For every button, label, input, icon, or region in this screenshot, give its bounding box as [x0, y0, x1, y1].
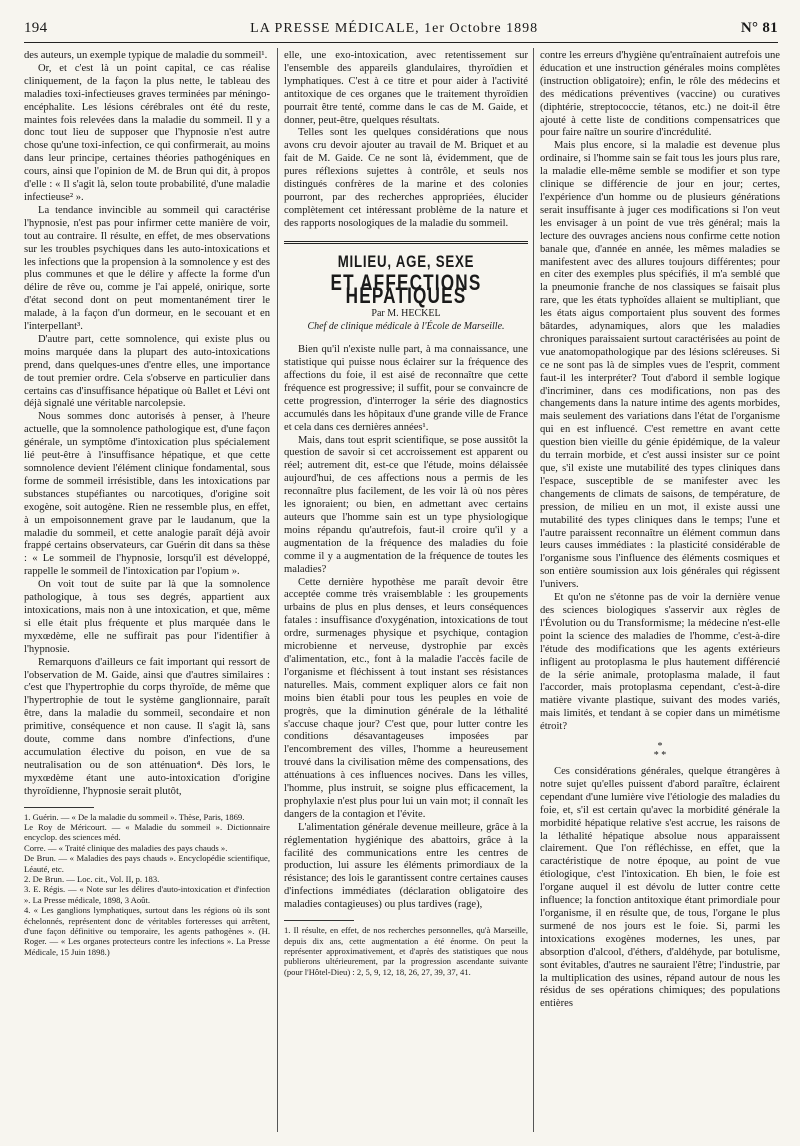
- column-1: [24, 50, 270, 957]
- paragraph: Et qu'on ne s'étonne pas de voir la dernière venue des sciences biologiques s'asservir aux règles de l'Évolution ou du Transformisme; la médecine n'est-elle point la science des maladies de l'homme, c'est-à-dire l'étude des modifications que les agents extérieurs infligent au protoplasma le plus hautement différencié de la série animale, protoplasma malade, il faut l'accorder, mais protoplasma cependant, c'est-à-dire matière vivante plastique, suivant des modes variés, mais limités, et tendant à se copier dans un mimétisme étroit?: [540, 592, 780, 733]
- paragraph: des auteurs, un exemple typique de maladie du sommeil¹.: [24, 50, 268, 61]
- paragraph: Or, et c'est là un point capital, ce cas réalise cliniquement, de la façon la plus nette, le tableau des maladies toxi-infectieuses graves terminées par méningo-encéphalite. Les lésions cérébrales ont été du reste, maintes fois relevées dans la maladie du sommeil. Il y a donc tout lieu de supposer que l'hypnosie n'est autre chose qu'une toxi-infection, ce qui confirmerait, au moins dans leur principe, certaines théories pathogéniques en cours, ainsi que l'opinion de M. de Brun qui dit, à propos d'elle : « Il s'agit là, selon toute probabilité, d'une maladie infectieuse² ».: [24, 62, 270, 203]
- footnote-rule: [284, 920, 354, 921]
- paragraph: Mais plus encore, si la maladie est devenue plus ordinaire, si l'homme sain se fait tous les jours plus rare, la maladie elle-même semble se modifier et son type clinique se différencie de jour en jour; certes, l'expérience d'un homme ou de plusieurs générations serait insuffisante à juger ces modifications si l'on veut les envisager à un point de vue très général; mais la lecture des ouvrages anciens nous confirme cette notion banale que, d'année en année, les mêmes maladies se manifestent avec des allures toujours différentes; pour en citer des exemples plus spécifiés, il m'a semblé que la pneumonie franche de nos classiques se faisait plus rare, que les états typhoïdes allaient se multipliant, que les états aigus comportaient plus souvent des formes bâtardes, adynamiques, alors que les maladies chroniques paraissaient surtout caractérisées au point de vue anatomopathologique par des lésions scléreuses. Si ce ne sont pas là de simples vues de l'esprit, comment faut-il les interpréter? Tout d'abord il semble logique d'incriminer, dans ces modifications, non pas des changements dans la nature intime des agents morbides, mais seulement des variations dans l'état de l'organisme qui en est influencé. C'est remettre en avant cette question bien vieille du génie épidémique, de la valeur du terrain morbide, et c'est aussi insister sur ce point que, s'il existe une mutabilité des types cliniques dans l'espace, susceptible de se manifester avec les changements de climats de saisons, de température, de pression, de milieu en un mot, il existe aussi une mutabilité des types cliniques dans le temps; l'une et l'autre paraissent reconnaître un élément commun dans leurs causes immédiates : la plasticité considérable de l'organisme sous l'influence des éléments cosmiques et son entière soumission aux lois générales qui régissent l'univers.: [540, 140, 780, 591]
- article-separator: [284, 241, 528, 244]
- separator-star: *: [657, 741, 663, 753]
- separator-star: *: [661, 750, 667, 762]
- section-separator: [540, 742, 780, 760]
- footnote: 1. Il résulte, en effet, de nos recherches personnelles, qu'à Marseille, depuis dix ans, cette augmentation a été énorme. On peut la représenter approximativement, et d'après des statistiques que nous publierons ultérieurement, par la progression ascendante suivante (pour l'Hôtel-Dieu) : 2, 5, 9, 12, 18, 26, 27, 39, 37, 41.: [284, 925, 528, 977]
- paragraph: La tendance invincible au sommeil qui caractérise l'hypnosie, n'est pas pour infirmer cette manière de voir, tout au contraire. Il résulte, en effet, de mes observations sur les troubles psychiques dans les auto-intoxications et les infections que la propension à la somnolence y est des plus communes et que le délire y affecte la forme d'un délire de rêve ou, comme je l'ai appelé, onirique, sorte d'état second dont on peut momentanément tirer le malade, à la façon d'un dormeur, en le secouant et en l'interpellant³.: [24, 204, 270, 333]
- footnote: Corre. — « Traité clinique des maladies des pays chauds ».: [24, 842, 228, 853]
- page-header: [24, 20, 778, 40]
- article-title-line-2: ET AFFECTIONS HÉPATIQUES: [330, 269, 482, 308]
- separator-star: *: [653, 750, 659, 762]
- paragraph: L'alimentation générale devenue meilleure, grâce à la réglementation hygiénique des abattoirs, grâce à la facilité des communications entre les centres de production, lui assure les éléments primordiaux de la résistance; des lois le garantissent contre certaines causes d'infections immédiates (déclaration obligatoire des maladies contagieuses) ou plus tardives (rage),: [284, 821, 528, 911]
- footnote: 1. Guérin. — « De la maladie du sommeil ». Thèse, Paris, 1869.: [24, 811, 245, 822]
- column-3: [540, 50, 780, 1011]
- paragraph: Bien qu'il n'existe nulle part, à ma connaissance, une statistique qui puisse nous éclairer sur la fréquence des affections du foie, il est aisé de reconnaître que cette fréquence est progressive; il suffit, pour se convaincre de cette progression, d'interroger la série des diagnostics accumulés dans les hôpitaux d'une grande ville de France et cela dans ces dernières années¹.: [284, 344, 528, 433]
- paragraph: elle, une exo-intoxication, avec retentissement sur l'ensemble des appareils glandulaires, thyroïdien et lymphatiques. C'est à ce titre et pour aider à l'activité antitoxique de ces organes que le traitement thyroïdien pourrait être tenté, comme dans le cas de M. Gaide, et donner, peut-être, quelques résultats.: [284, 50, 528, 126]
- column-divider: [277, 48, 278, 1132]
- author-affiliation: Chef de clinique médicale à l'École de Marseille.: [307, 321, 505, 333]
- footnote: 3. E. Régis. — « Note sur les délires d'auto-intoxication et d'infection ». La Presse médicale, 1898, 3 Août.: [24, 884, 270, 905]
- paragraph: Mais, dans tout esprit scientifique, se pose aussitôt la question de savoir si cet accroissement est apparent ou réel; autrement dit, est-ce que l'étude, moins délaissée aujourd'hui, de ces affections nous a permis de les reconnaître plus facilement, de les voir là où nos pères les ignoraient; ou bien, en admettant avec certains auteurs que l'homme sain est un type physiologique moins répandu qu'autrefois, faut-il croire qu'il y a augmentation de la fréquence des maladies du foie comme il y a augmentation de la fréquence de toutes les maladies?: [284, 434, 528, 575]
- paragraph: Nous sommes donc autorisés à penser, à l'heure actuelle, que la somnolence pathologique est, d'une façon générale, un symptôme d'intoxication plus spécialement lié peut-être à l'insuffisance hépatique, et que cette somnolence devient l'élément clinique fondamental, sous forme de sommeil irrésistible, dans les intoxications par substances stupéfiantes ou narcotiques, d'origine soit exogène, soit autogène. Rien ne ressemble plus, en effet, à un empoisonnement grave par le laudanum, que la maladie du sommeil, et cette analogie paraît déjà avoir frappé certains observateurs, car Guérin dit dans sa thèse : « Le sommeil de l'hypnosie, lorsqu'il est développé, rappelle le sommeil de l'intoxication par l'opium ».: [24, 411, 270, 578]
- paragraph: D'autre part, cette somnolence, qui existe plus ou moins marquée dans la plupart des auto-intoxications prend, dans quelques-unes d'entre elles, une importance de tout premier ordre. Cela s'observe en particulier dans certains cas d'insuffisance hépatique où Ballet et Lévi ont déjà signalé une véritable narcolepsie.: [24, 333, 270, 410]
- paragraph: Cette dernière hypothèse me paraît devoir être acceptée comme très vraisemblable : les groupements urbains de plus en plus denses, et leurs conséquences fatales : insuffisance d'oxygénation, intoxications de tout ordre, surmenages physique et psychique, contagion microbienne et nerveuse, dystrophie par excès d'alimentation, etc., font à la maladie l'accès facile de l'organisme et fléchissent à tout instant ses résistances naturelles. Mais, comment expliquer alors ce fait non moins bien établi pour tous les peuples en voie de progrès, que la diminution générale de la léthalité s'accuse chaque jour? C'est que, pour lutter contre les conditions désavantageuses imposées par l'encombrement des villes, l'homme a heureusement trouvé dans la civilisation même des compensations, des atténuations à ces influences nocives. Dans les villes, l'homme, plus instruit, se soigne plus efficacement, la prophylaxie n'est plus pour lui un vain mot; il connaît les dangers de la contagion et l'évite.: [284, 576, 528, 820]
- article-title-line-1: MILIEU, AGE, SEXE: [337, 251, 475, 271]
- column-divider: [533, 48, 534, 1132]
- footnote: 2. De Brun. — Loc. cit., Vol. II, p. 183.: [24, 874, 160, 884]
- paragraph: contre les erreurs d'hygiène qu'entraînaient autrefois une éducation et une instruction générales moins complètes (instruction obligatoire); enfin, le rôle des médecins et des médications préventives (vaccine) ou curatives (diphtérie, streptococcie, tétanos, etc.) ne doit-il être ajouté à cette liste de conditions compensatrices que pour faire naître un sourire d'incrédulité.: [540, 50, 780, 139]
- paragraph: On voit tout de suite par là que la somnolence pathologique, à tous ses degrés, appartient aux intoxications, mais non à une intoxication, et que, même si elle était plus fréquente et plus marquée dans le myxœdème, elle ne suffirait pas pour l'identifier à l'hypnosie.: [24, 579, 270, 655]
- page-number: 194: [24, 20, 48, 36]
- paragraph: Telles sont les quelques considérations que nous avons cru devoir ajouter au travail de M. Briquet et au fait de M. Gaide. Ce ne sont là, évidemment, que de pures réflexions sujettes à contrôle, et seuls nos distingués confrères de la marine et des colonies pourront, par des recherches appropriées, élucider complètement cet intéressant problème de la nature et des rapports nosologiques de la maladie du sommeil.: [284, 127, 528, 229]
- paragraph: Remarquons d'ailleurs ce fait important qui ressort de l'observation de M. Gaide, ainsi que d'autres similaires : c'est que l'hypertrophie du corps thyroïde, de même que l'hypertrophie de tout le système ganglionnaire, paraît être, dans la maladie du sommeil, secondaire et non primitive, conséquence et non cause. Il s'agit là, sans doute, comme dans nombre d'infections, d'une accumulation élective du poison, en vue de sa neutralisation ou de son atténuation⁴. Dès lors, le myxœdème étant une auto-intoxication d'origine thyroïdienne, l'hypnosie serait plutôt,: [24, 656, 270, 797]
- column-2: [284, 50, 528, 977]
- issue-number: N° 81: [740, 20, 778, 36]
- footnote: Le Roy de Méricourt. — « Maladie du sommeil ». Dictionnaire encyclop. des sciences méd.: [24, 821, 270, 843]
- journal-title: LA PRESSE MÉDICALE, 1er Octobre 1898: [250, 21, 539, 36]
- footnote: 4. « Les ganglions lymphatiques, surtout dans les régions où ils sont échelonnés, représentent donc de véritables forteresses qui arrêtent, d'une façon définitive ou temporaire, les agents pathogènes ». (H. Roger. — « Les organes protecteurs contre les infections ». La Presse Médicale, 15 Juin 1898.): [24, 905, 270, 957]
- footnote: De Brun. — « Maladies des pays chauds ». Encyclopédie scientifique, Léauté, etc.: [24, 853, 270, 874]
- article-author: Par M. HECKEL: [371, 308, 441, 320]
- paragraph: Ces considérations générales, quelque étrangères à notre sujet qu'elles puissent d'abord paraître, éclairent cependant d'une lumière vive l'étiologie des maladies du foie, et, s'il est certain qu'avec la morbidité générale la morbidité hépatique relative s'est accrue, les raisons de la léthalité hépatique absolue nous apparaissent clairement. Que l'on réfléchisse, en effet, que la caractéristique de notre époque, au point de vue étiologique, c'est l'intoxication. Eh bien, le foie est l'organe auquel il est dévolu de lutter contre cette influence; la fonction antitoxique étant primordiale pour l'organisme, il en résulte que, de tous, l'organe le plus surmené de nos jours est le foie. Si, parmi les intoxications exogènes modernes, les unes, par absorption d'alcool, d'éthers, d'aldéhyde, par botulisme, sont évitables, d'autres ne sauraient l'être; l'industrie, par la multiplication des usines, répand autour de nous les résidus de ses opérations chimiques; des populations entières: [540, 766, 780, 1010]
- footnotes: [24, 812, 270, 958]
- footnotes: [284, 925, 528, 977]
- footnote-rule: [24, 807, 94, 808]
- header-rule: [24, 42, 778, 43]
